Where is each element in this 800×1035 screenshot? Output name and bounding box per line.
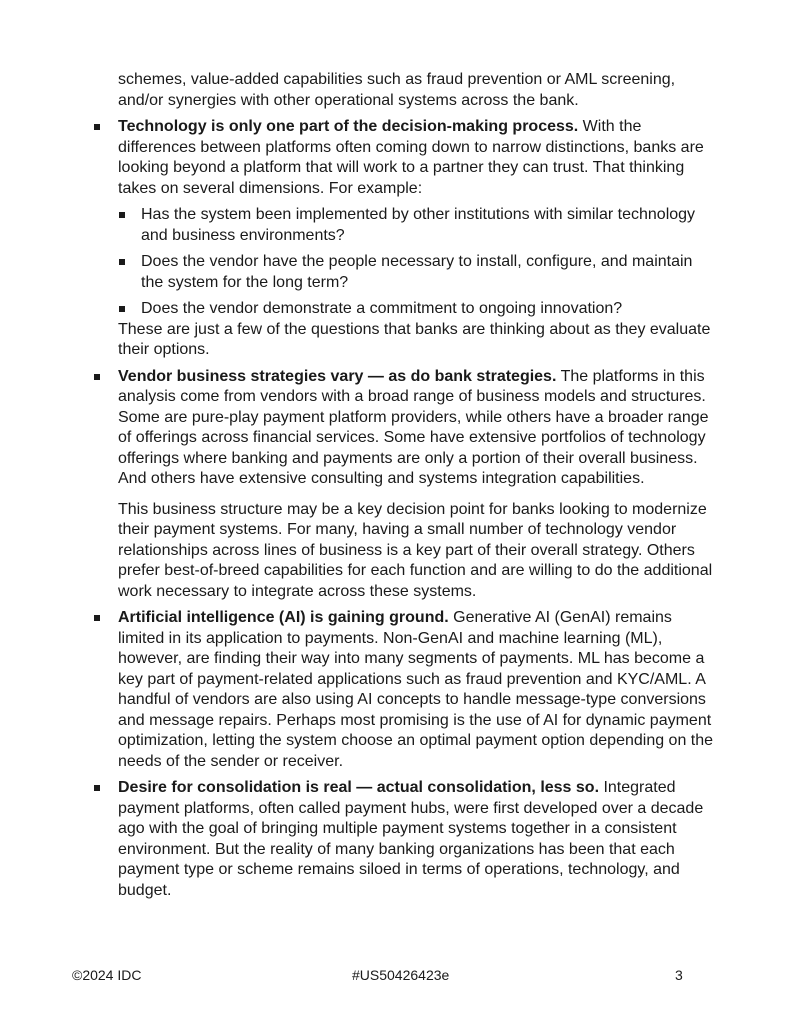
bullet-heading: Artificial intelligence (AI) is gaining ground. bbox=[118, 609, 449, 626]
bullet-followup: This business structure may be a key decision point for banks looking to modernize their payment systems. For many, having a small number of technology vendor relationships across lines of business is a key part of their overall strategy. Others prefer best-of-breed capabilities for each function and are willing to do the additional work necessary to integrate across these systems. bbox=[118, 500, 713, 600]
bullet-heading: Technology is only one part of the decision-making process. bbox=[118, 118, 579, 135]
bullet-text: Integrated payment platforms, often called payment hubs, were first developed over a decade ago with the goal of bringing multiple payment systems together in a consistent environment. But the reality of many banking organizations has been that each payment type or scheme remains siloed in terms of operations, technology, and budget. bbox=[118, 779, 704, 899]
square-bullet-icon bbox=[119, 259, 125, 265]
sub-item-text: Does the vendor have the people necessary to install, configure, and maintain the system for the long term? bbox=[141, 253, 693, 291]
square-bullet-icon bbox=[94, 785, 100, 791]
intro-paragraph: schemes, value-added capabilities such as fraud prevention or AML screening, and/or synergies with other operational systems across the bank. bbox=[118, 71, 676, 109]
footer-copyright: ©2024 IDC bbox=[72, 967, 142, 983]
bullet-paragraph bbox=[118, 608, 718, 772]
sub-item bbox=[141, 252, 718, 293]
bullet-text: The platforms in this analysis come from vendors with a broad range of business models and structures. Some are pure-play payment platform providers, while others have a broader range of offerings across financial services. Some have extensive portfolios of technology offerings where banking and payments are only a portion of their overall business. And others have extensive consulting and systems integration capabilities. bbox=[118, 367, 709, 487]
square-bullet-icon bbox=[119, 212, 125, 218]
page-footer bbox=[0, 967, 800, 987]
bullet-technology bbox=[118, 117, 718, 199]
bullet-heading: Desire for consolidation is real — actual consolidation, less so. bbox=[118, 779, 600, 796]
bullet-consolidation bbox=[118, 778, 718, 901]
document-body bbox=[118, 70, 718, 901]
bullet-ai bbox=[118, 608, 718, 772]
square-bullet-icon bbox=[119, 306, 125, 312]
bullet-heading: Vendor business strategies vary — as do bank strategies. bbox=[118, 367, 557, 385]
bullet-vendor-strategies bbox=[118, 367, 718, 490]
footer-doc-id: #US50426423e bbox=[352, 967, 450, 983]
sub-item-text: Has the system been implemented by other institutions with similar technology and business environments? bbox=[141, 206, 696, 244]
bullet-paragraph bbox=[118, 117, 718, 199]
square-bullet-icon bbox=[94, 374, 100, 380]
bullet-text: With the differences between platforms often coming down to narrow distinctions, banks are looking beyond a platform that will work to a partner they can trust. That thinking takes on several dimensions. For example: bbox=[118, 118, 704, 197]
sub-item bbox=[141, 205, 718, 246]
bullet-paragraph bbox=[118, 367, 718, 490]
footer-page-number: 3 bbox=[675, 967, 683, 983]
square-bullet-icon bbox=[94, 124, 100, 130]
sub-item-text: Does the vendor demonstrate a commitment to ongoing innovation? bbox=[141, 300, 623, 317]
square-bullet-icon bbox=[94, 615, 100, 621]
bullet-text: Generative AI (GenAI) remains limited in its application to payments. Non-GenAI and machine learning (ML), however, are finding their way into many segments of payments. ML has become a key part of payment-related applications such as fraud prevention and KYC/AML. A handful of vendors are also using AI concepts to handle message-type conversions and message repairs. Perhaps most promising is the use of AI for dynamic payment optimization, letting the system choose an optimal payment option depending on the needs of the sender or receiver. bbox=[118, 609, 714, 770]
bullet-followup: These are just a few of the questions that banks are thinking about as they evaluate their options. bbox=[118, 320, 711, 358]
sub-item bbox=[141, 299, 718, 320]
bullet-paragraph bbox=[118, 778, 718, 901]
